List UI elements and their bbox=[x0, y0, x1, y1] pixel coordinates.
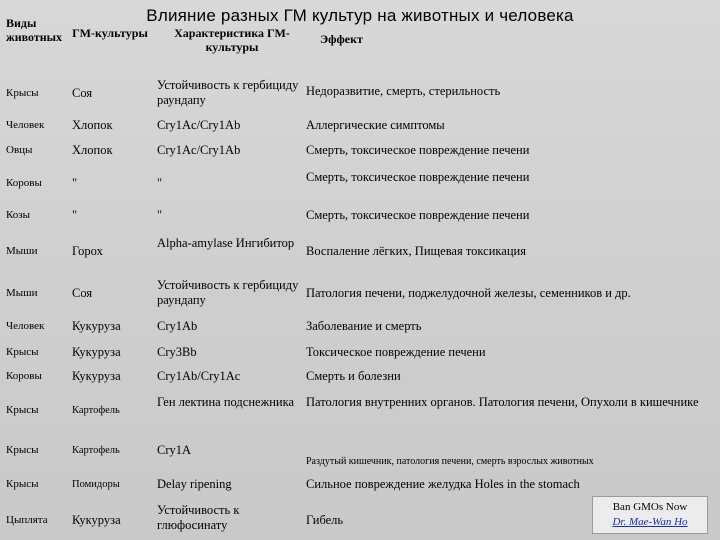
cell-trait: Ген лектина подснежника bbox=[157, 395, 295, 409]
cell-effect: Смерть и болезни bbox=[306, 369, 401, 383]
cell-crop: Помидоры bbox=[72, 479, 120, 490]
cell-animal: Крысы bbox=[6, 87, 39, 99]
cell-crop: " bbox=[72, 208, 78, 222]
cell-animal: Крысы bbox=[6, 346, 39, 358]
cell-trait: Delay ripening bbox=[157, 477, 232, 491]
cell-animal: Человек bbox=[6, 119, 45, 131]
cell-effect: Патология внутренних органов. Патология печени, Опухоли в кишечнике bbox=[306, 395, 699, 409]
cell-trait: Cry1Ab/Cry1Ac bbox=[157, 369, 241, 383]
cell-effect: Гибель bbox=[306, 513, 344, 527]
header-trait: Характеристика ГМ-культуры bbox=[174, 26, 290, 54]
cell-effect: Токсическое повреждение печени bbox=[306, 345, 486, 359]
header-crop: ГМ-культуры bbox=[72, 26, 148, 40]
cell-trait: Cry1Ac/Cry1Ab bbox=[157, 118, 241, 132]
cell-crop: Кукуруза bbox=[72, 345, 121, 359]
cell-trait: Cry1A bbox=[157, 443, 192, 457]
cell-animal: Человек bbox=[6, 320, 45, 332]
cell-crop: Кукуруза bbox=[72, 513, 121, 527]
cell-effect: Аллергические симптомы bbox=[306, 118, 445, 132]
cell-trait: Cry3Bb bbox=[157, 345, 197, 359]
cell-effect: Недоразвитие, смерть, стерильность bbox=[306, 84, 501, 98]
cell-effect: Заболевание и смерть bbox=[306, 319, 422, 333]
cell-trait: Устойчивость к глюфосинату bbox=[157, 503, 240, 532]
credit-box bbox=[592, 496, 708, 534]
credit-title: Ban GMOs Now bbox=[612, 501, 688, 513]
cell-animal: Овцы bbox=[6, 144, 33, 156]
cell-crop: Кукуруза bbox=[72, 319, 121, 333]
cell-trait: Cry1Ab bbox=[157, 319, 198, 333]
cell-crop: " bbox=[72, 176, 78, 190]
header-effect: Эффект bbox=[320, 32, 363, 46]
cell-effect: Воспаление лёгких, Пищевая токсикация bbox=[306, 244, 526, 258]
cell-trait: Cry1Ac/Cry1Ab bbox=[157, 143, 241, 157]
cell-effect: Патология печени, поджелудочной железы, семенников и др. bbox=[306, 286, 631, 300]
cell-trait: " bbox=[157, 208, 163, 222]
cell-crop: Соя bbox=[72, 86, 93, 100]
cell-crop: Кукуруза bbox=[72, 369, 121, 383]
cell-animal: Крысы bbox=[6, 444, 39, 456]
cell-effect: Раздутый кишечник, патология печени, смерть взрослых животных bbox=[306, 456, 594, 467]
cell-crop: Соя bbox=[72, 286, 93, 300]
cell-trait: Устойчивость к гербициду раундапу bbox=[157, 78, 299, 107]
cell-animal: Крысы bbox=[6, 404, 39, 416]
cell-effect: Смерть, токсическое повреждение печени bbox=[306, 208, 530, 222]
credit-author-link[interactable]: Dr. Mae-Wan Ho bbox=[612, 516, 688, 528]
cell-animal: Коровы bbox=[6, 370, 42, 382]
cell-effect: Смерть, токсическое повреждение печени bbox=[306, 143, 530, 157]
cell-animal: Цыплята bbox=[6, 514, 48, 526]
cell-crop: Картофель bbox=[72, 405, 120, 416]
cell-trait: Alpha-amylase Ингибитор bbox=[157, 236, 295, 250]
header-animal: Виды животных bbox=[6, 16, 63, 44]
cell-trait: " bbox=[157, 176, 163, 190]
cell-crop: Хлопок bbox=[72, 118, 113, 132]
cell-animal: Коровы bbox=[6, 177, 42, 189]
page-title: Влияние разных ГМ культур на животных и человека bbox=[146, 6, 574, 25]
cell-effect: Сильное повреждение желудка Holes in the stomach bbox=[306, 477, 580, 491]
cell-crop: Картофель bbox=[72, 445, 120, 456]
cell-animal: Мыши bbox=[6, 287, 38, 299]
cell-crop: Хлопок bbox=[72, 143, 113, 157]
cell-trait: Устойчивость к гербициду раундапу bbox=[157, 278, 299, 307]
cell-animal: Козы bbox=[6, 209, 31, 221]
cell-crop: Горох bbox=[72, 244, 103, 258]
cell-animal: Мыши bbox=[6, 245, 38, 257]
cell-animal: Крысы bbox=[6, 478, 39, 490]
cell-effect: Смерть, токсическое повреждение печени bbox=[306, 170, 530, 184]
